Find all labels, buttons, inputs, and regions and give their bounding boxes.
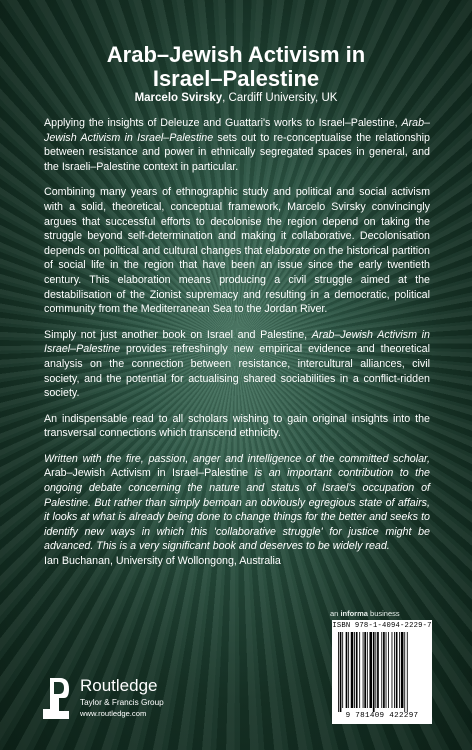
isbn-text: ISBN 978-1-4094-2229-7 [332, 622, 432, 630]
barcode-panel [332, 620, 432, 724]
book-title-italic: Arab–Jewish Activism in Israel–Palestine [44, 117, 430, 144]
book-title-line-2: Israel–Palestine [152, 66, 320, 91]
blurb-paragraph-1 [44, 116, 430, 174]
author-name: Marcelo Svirsky [134, 92, 223, 104]
blurb-p1-text: Applying the insights of Deleuze and Guattari's works to Israel–Palestine, [44, 117, 402, 129]
blurb-paragraph-3 [44, 328, 430, 401]
blurb-p1-text-end: sets out to re-conceptualise the relationship between resistance and power in ethnically segregated spaces in general, and the Israeli–Palestine context in particular. [44, 131, 430, 173]
ean-text: 9 781409 422297 [345, 712, 419, 720]
blurb-p3-text: Simply not just another book on Israel and Palestine, [44, 328, 312, 341]
informa-post: business [367, 609, 400, 618]
blurb [44, 116, 430, 580]
author-affiliation: , Cardiff University, UK [222, 92, 338, 104]
barcode-icon [338, 632, 426, 712]
book-title-italic: Arab–Jewish Activism in Israel–Palestine [44, 328, 431, 356]
informa-line [330, 609, 400, 618]
publisher-group: Taylor & Francis Group [80, 698, 164, 707]
quote-book-title: Arab–Jewish Activism in Israel–Palestine [44, 467, 249, 480]
blurb-p3-text-end: provides refreshingly new empirical evidence and theoretical analysis on the connection between resistance, intercultural alliances, civil society, and the potential for actualising shared sociabilities in a conflict-ridden society. [44, 343, 430, 400]
quote-text: Written with the fire, passion, anger and intelligence of the committed scholar, [44, 452, 430, 465]
endorsement-attribution: Ian Buchanan, University of Wollongong, Australia [44, 555, 281, 568]
blurb-paragraph-4: An indispensable read to all scholars wishing to gain original insights into the transversal connections which transcend ethnicity. [44, 412, 430, 440]
informa-brand: informa [340, 609, 368, 618]
informa-pre: an [330, 609, 341, 618]
publisher-url[interactable]: www.routledge.com [80, 709, 147, 718]
endorsement-quote [44, 452, 430, 554]
quote-text-end: is an important contribution to the ongoing debate concerning the nature and status of Israel's occupation of Palestine. But rather than simply bemoan an obviously egregious state of affairs, it looks at what is already being done to change things for the better and seeks to identify new ways in which this 'collaborative struggle' for justice might be advanced. This is a very significant book and deserves to be widely read. [44, 467, 431, 553]
routledge-logo-icon [40, 676, 72, 722]
publisher-name: Routledge [80, 676, 158, 695]
blurb-paragraph-2: Combining many years of ethnographic study and political and social activism with a solid, theoretical, conceptual framework, Marcelo Svirsky convincingly argues that successful efforts to decolonise the region depend on taking the struggle beyond self-determination and making it collaborative. Decolonisation depends on political and cultural changes that elaborate on the historical partition of social life in the region that have been an issue since the early twentieth century. This elaboration means producing a civil struggle aimed at the destabilisation of the Zionist supremacy and resulting in a democratic, political community from the Mediterranean Sea to the Jordan River. [44, 186, 430, 316]
book-title-line-1: Arab–Jewish Activism in [106, 42, 366, 67]
author-line [0, 92, 472, 104]
